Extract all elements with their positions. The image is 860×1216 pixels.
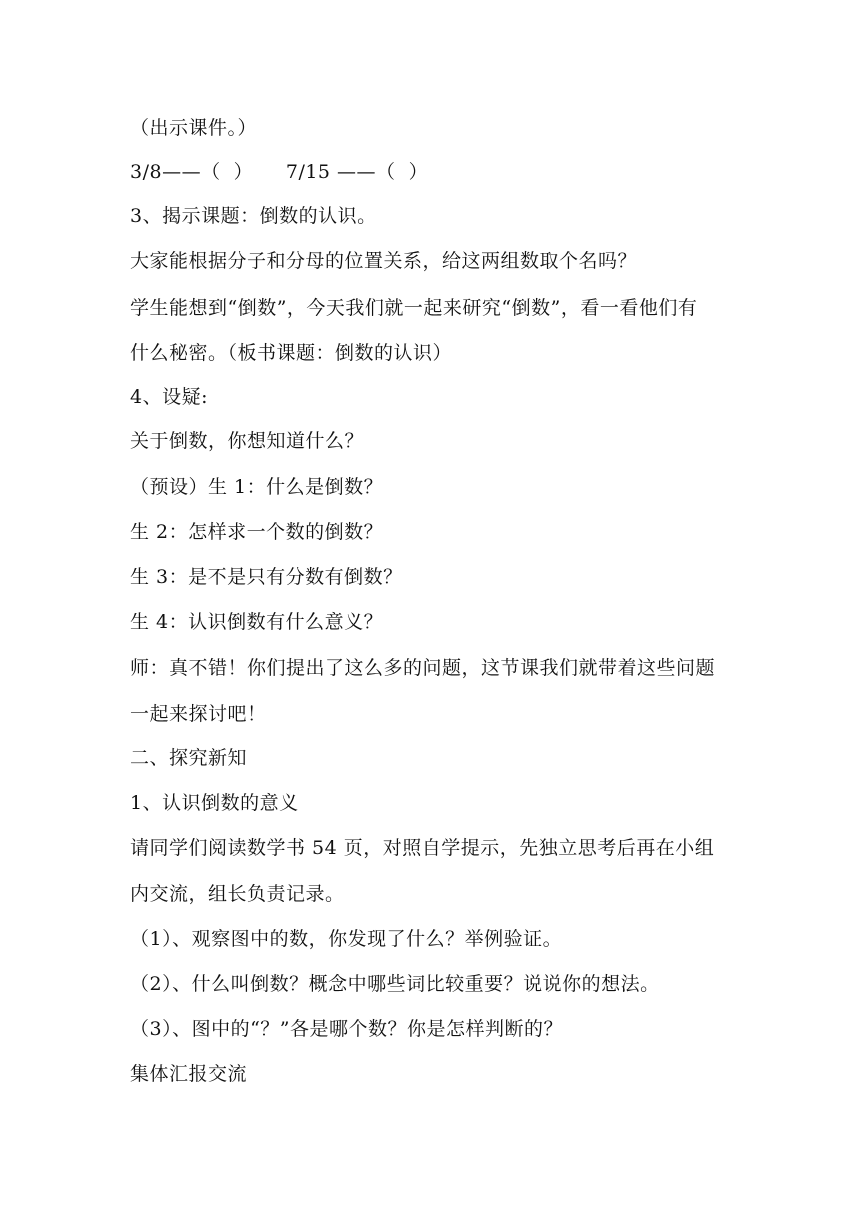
text-line: （3）、图中的“？”各是哪个数？你是怎样判断的？ [130,1018,564,1040]
text-line: 请同学们阅读数学书 54 页，对照自学提示，先独立思考后再在小组 [130,837,715,859]
text-line: 1、认识倒数的意义 [130,792,299,814]
text-line: 师：真不错！你们提出了这么多的问题，这节课我们就带着这些问题 [130,657,716,679]
text-line: （预设）生 1：什么是倒数？ [130,476,384,498]
text-line: 学生能想到“倒数”，今天我们就一起来研究“倒数”，看一看他们有 [130,297,698,319]
text-line: （2）、什么叫倒数？概念中哪些词比较重要？说说你的想法。 [130,973,660,995]
text-line: 二、探究新知 [130,747,248,769]
text-line: 内交流，组长负责记录。 [130,883,345,905]
text-line: 集体汇报交流 [130,1063,248,1085]
text-line: 什么秘密。（板书课题：倒数的认识） [130,342,453,364]
text-line: 大家能根据分子和分母的位置关系，给这两组数取个名吗？ [130,250,638,272]
text-line: 3/8——（ ） 7/15 ——（ ） [130,161,429,183]
text-line: 生 4：认识倒数有什么意义？ [130,611,384,633]
text-line: （1）、观察图中的数，你发现了什么？举例验证。 [130,928,563,950]
text-line: 生 2：怎样求一个数的倒数？ [130,521,384,543]
text-line: 生 3：是不是只有分数有倒数？ [130,566,403,588]
text-line: 3、揭示课题：倒数的认识。 [130,205,377,227]
text-line: 一起来探讨吧！ [130,703,267,725]
text-line: 关于倒数，你想知道什么？ [130,430,365,452]
text-line: （出示课件。） [130,117,258,139]
text-line: 4、设疑: [130,386,208,408]
